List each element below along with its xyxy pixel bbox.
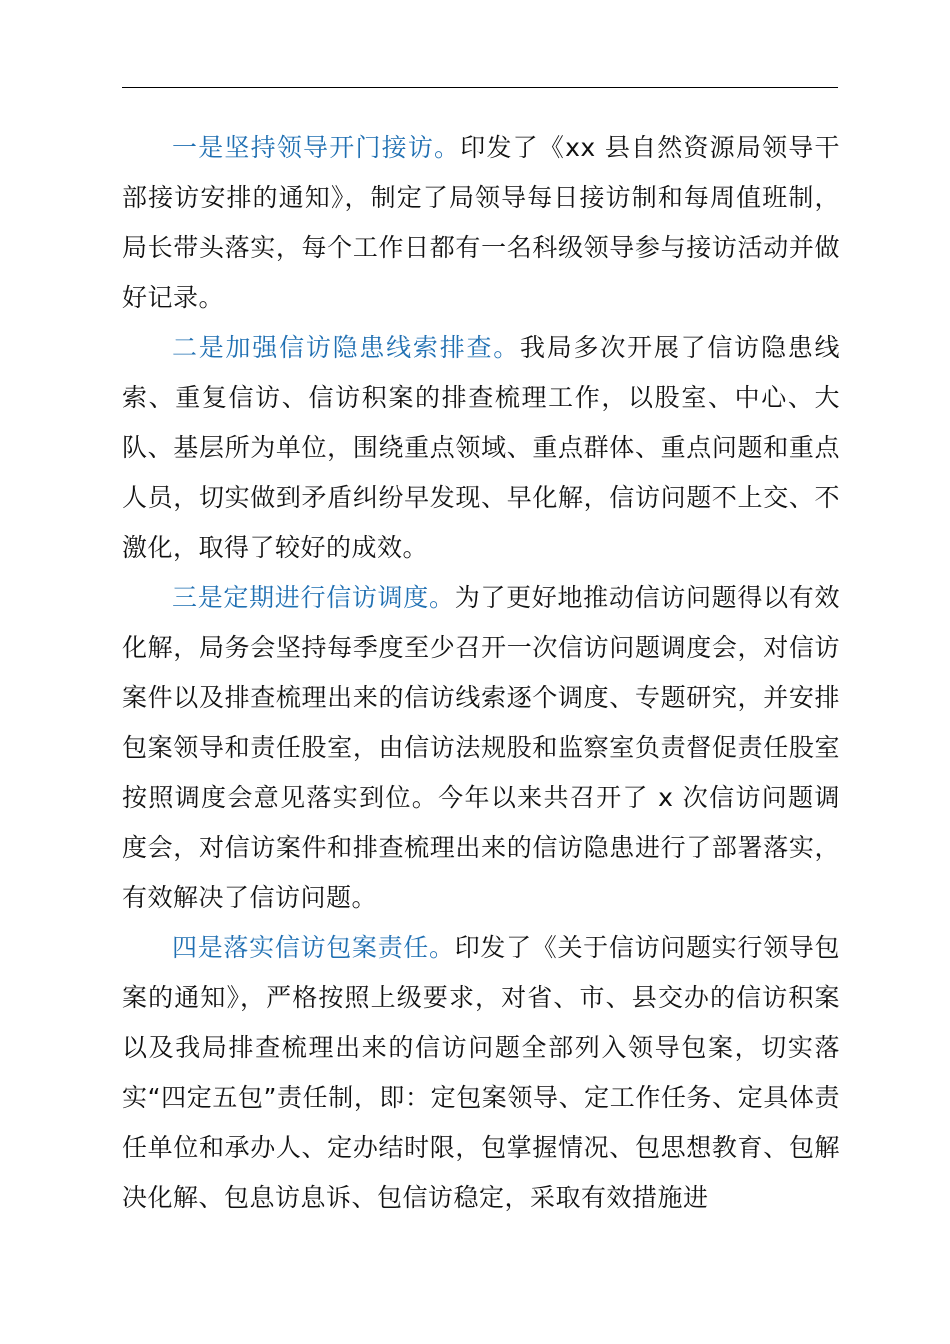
paragraph-4-text: 印发了《关于信访问题实行领导包案的通知》，严格按照上级要求，对省、市、县交办的信访积案以及我局排查梳理出来的信访问题全部列入领导包案，切实落实“四定五包”责任制，即：定包案领导、定工作任务、定具体责任单位和承办人、定办结时限，包掌握情况、包思想教育、包解决化解、包息访息诉、包信访稳定，采取有效措施进 — [122, 933, 840, 1212]
header-rule — [122, 87, 838, 88]
paragraph-1-heading: 一是坚持领导开门接访。 — [172, 133, 461, 162]
paragraph-3 — [122, 573, 840, 923]
paragraph-1-text: 印发了《xx 县自然资源局领导干部接访安排的通知》，制定了局领导每日接访制和每周值班制，局长带头落实，每个工作日都有一名科级领导参与接访活动并做好记录。 — [122, 133, 840, 312]
paragraph-2-text: 我局多次开展了信访隐患线索、重复信访、信访积案的排查梳理工作，以股室、中心、大队、基层所为单位，围绕重点领域、重点群体、重点问题和重点人员，切实做到矛盾纠纷早发现、早化解，信访问题不上交、不激化，取得了较好的成效。 — [122, 333, 840, 562]
paragraph-2 — [122, 323, 840, 573]
paragraph-4 — [122, 923, 840, 1223]
paragraph-3-heading: 三是定期进行信访调度。 — [172, 583, 455, 612]
paragraph-2-heading: 二是加强信访隐患线索排查。 — [172, 333, 521, 362]
paragraph-3-text: 为了更好地推动信访问题得以有效化解，局务会坚持每季度至少召开一次信访问题调度会，对信访案件以及排查梳理出来的信访线索逐个调度、专题研究，并安排包案领导和责任股室，由信访法规股和监察室负责督促责任股室按照调度会意见落实到位。今年以来共召开了 x 次信访问题调度会，对信访案件和排查梳理出来的信访隐患进行了部署落实，有效解决了信访问题。 — [122, 583, 840, 912]
paragraph-1 — [122, 123, 840, 323]
paragraph-4-heading: 四是落实信访包案责任。 — [172, 933, 455, 962]
document-body — [122, 123, 840, 1223]
